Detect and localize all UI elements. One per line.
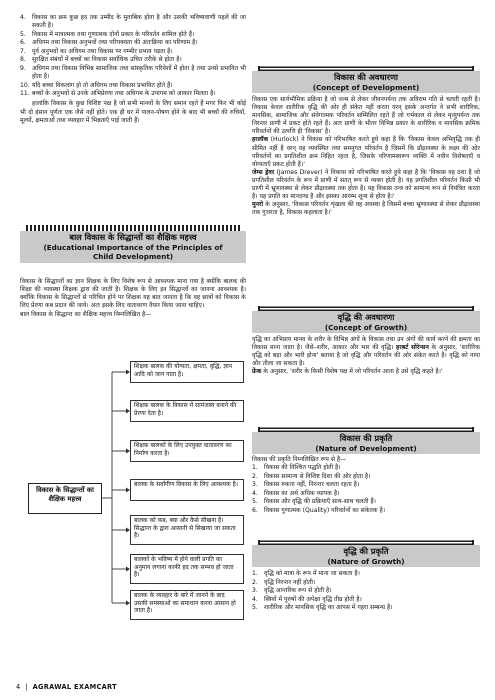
list-item-number: 9. xyxy=(20,65,26,73)
hurlock-text: (Hurlock) ने विकास को परिभाषित करते हुये कहा है कि 'विकास केवल अभिवृद्धि तक ही सीमित नहीं है वरन् यह व्यवस्थित तथा समनुगत परिवर्तन है जिसमें कि प्रौढ़ावस्था के लक्ष्य की ओर परिवर्तनों का प्रगतिशील क्रम निहित रहता है, जिसके परिणामस्वरूप व्यक्ति में नवीन विशेषताएँ व योग्यताएँ प्रकट होती हैं।' xyxy=(252,136,480,168)
list-item-number: 7. xyxy=(20,47,26,55)
section-heading xyxy=(20,231,246,263)
diagram-box-2: शिक्षक बालक के विकास में सामंजस्य बनाने की प्रेरणा देता है। xyxy=(130,400,244,422)
diagram-box-3: शिक्षक बालकों के लिए उपयुक्त वातावरण का निर्माण करता है। xyxy=(130,440,244,462)
drever-text: (James Drever) ने विकास को परिभाषित करते हुये कहा है कि 'विकास वह दशा है जो प्रगतिशील परिवर्तन के रूप में प्राणी में सतत् रूप से व्यक्त होती है। यह प्रगतिशील परिवर्तन किसी भी प्राणी में भ्रूणावस्था से लेकर प्रौढ़ावस्था तक होता है। यह विकास तन्त्र को सामान्य रूप से नियंत्रित करता है। यह प्रगति का मानदण्ड है और इसका आरम्भ शून्य से होता है।' xyxy=(252,168,481,201)
growth-text: वृद्धि का अभिप्राय मानव के शरीर के विभिन्न अंगों के विकास तथा उन अंगों की कार्य करने की क्षमता का विकास माना जाता है। जैसे–शरीर, आकार और भार की वृद्धि। xyxy=(252,336,480,352)
author-munn: मुनरो xyxy=(252,201,264,209)
diagram-box-5: बालक को कब, क्या और कैसे सीखना है। सिद्धान्त के द्वारा आसानी से सिखाया जा सकता है। xyxy=(130,515,244,545)
list-item-text: पूर्व अनुभवों का अधिगम तथा विकास पर गम्भीर प्रभाव पड़ता है। xyxy=(32,47,173,55)
list-item-number: 6. xyxy=(20,39,26,47)
munn-text: के अनुसार, 'विकास परिवर्तन शृंखला की वह अवस्था है जिसमें बच्चा भ्रूणावस्था से लेकर प्रौढ़ावस्था तक गुजरता है, विकास कहलाता है।' xyxy=(252,201,480,217)
list-item xyxy=(20,14,246,30)
list-item-number: 6. xyxy=(252,507,258,515)
frank-paragraph xyxy=(252,368,480,376)
growth-paragraph xyxy=(252,336,480,368)
list-item xyxy=(20,39,246,47)
list-item-number: 5. xyxy=(20,30,26,38)
list-item-text: वृद्धि आन्तरिक रूप से होती है। xyxy=(264,587,332,595)
sorenson-text: के अनुसार, 'शारीरिक वृद्धि को बड़ा और भारी होना' बताया है जो वृद्धि और परिवर्तन की ओर संकेत करते है। वृद्धि को नापा और तौला जा सकता है। xyxy=(252,344,481,368)
growth-nature-list xyxy=(252,570,480,612)
list-item-text: विकास और वृद्धि की प्रक्रियाएँ साथ-साथ चलती हैं। xyxy=(264,498,376,506)
list-item xyxy=(20,82,246,90)
list-item-number: 1. xyxy=(252,570,258,577)
diagram-center-box: विकास के सिद्धान्तों का शैक्षिक महत्त्व xyxy=(28,483,102,514)
heading-en: (Nature of Growth) xyxy=(327,556,405,566)
list-item xyxy=(20,56,246,64)
section-heading xyxy=(252,545,480,567)
list-item-number: 10. xyxy=(20,81,30,89)
list-item xyxy=(20,90,246,98)
page-number: 4 xyxy=(16,683,21,691)
page-footer: 4 | AGRAWAL EXAMCART xyxy=(16,683,117,691)
list-item-text: अधिगम तथा विकास विभिन्न सामाजिक तथा सांस्कृतिक परिवेशों में होता है तथा उनसे प्रभावित भी होता है। xyxy=(32,65,246,81)
list-item xyxy=(252,481,480,489)
heading-hi: विकास की अवधारणा xyxy=(333,72,399,82)
author-hurlock: हरलॉक xyxy=(252,136,269,144)
list-item xyxy=(252,579,480,587)
section-heading-en: (Educational Importance of the Principles of Child Development) xyxy=(43,242,223,261)
development-nature-list xyxy=(252,464,480,515)
list-item xyxy=(252,604,480,612)
author-frank: फ्रेंक xyxy=(252,368,262,376)
section-concept-development xyxy=(252,66,480,93)
development-paragraph: विकास एक सार्वभौमिक प्रक्रिया है जो जन्म से लेकर जीवनपर्यन्त तक अविराम गति से चलती रहती है। विकास केवल शारीरिक वृद्धि की ओर ही संकेत नहीं करता वरन् इसके अन्तर्गत वे सभी शारीरिक, मानसिक, सामाजिक और संवेगात्मक परिवर्तन सम्मिलित रहते हैं जो गर्भकाल से लेकर मृत्युपर्यन्त तक निरन्तर प्राणी में प्रकट होते रहते हैं। अतः प्राणी के भीतर विभिन्न प्रकार के शारीरिक व मानसिक क्रमिक परिवर्तनों की उत्पत्ति ही 'विकास' है। xyxy=(252,96,480,136)
list-item-number: 3. xyxy=(252,587,258,595)
list-item-text: विकास रुकता नहीं, निरन्तर चलता रहता है। xyxy=(264,481,360,489)
list-item xyxy=(252,490,480,498)
frank-text: के अनुसार, 'शरीर के किसी विशेष पक्ष में जो परिवर्तन आता है उसे वृद्धि कहते है।' xyxy=(263,368,443,376)
list-item-text: स्त्रियों में पुरुषों की अपेक्षा वृद्धि तीव्र होती है। xyxy=(264,595,362,603)
list-item-number: 3. xyxy=(252,481,258,489)
list-item-number: 1. xyxy=(252,464,258,472)
list-item-number: 4. xyxy=(252,489,258,497)
importance-diagram xyxy=(20,360,246,650)
list-item-text: वृद्धि को मात्रा के रूप में माना जा सकता है। xyxy=(264,570,360,577)
hurlock-paragraph xyxy=(252,136,480,168)
heading-hi: वृद्धि की प्रकृति xyxy=(343,546,389,556)
diagram-box-7: बालक के व्यवहार के बारे में जानने के बाद उसकी समस्याओं का समाधान करना आसान हो जाता है। xyxy=(130,590,244,620)
heading-hi: विकास की प्रकृति xyxy=(339,433,393,443)
list-item xyxy=(252,464,480,472)
list-item-number: 2. xyxy=(252,472,258,480)
section-heading xyxy=(252,311,480,333)
diagram-box-6: बालकों के भविष्य में होने वाली प्रगति का अनुमान लगाना काफी हद तक सम्भव हो जाता है। xyxy=(130,554,244,584)
brand-name: AGRAWAL EXAMCART xyxy=(32,683,117,691)
list-item-number: 5. xyxy=(252,604,258,612)
heading-hi: वृद्धि की अवधारणा xyxy=(337,312,395,322)
list-item xyxy=(252,473,480,481)
list-item-text: विकास का क्रम कुछ हद तक उम्मीद के मुताबिक होता है और उसकी भविष्यवाणी पहले की जा सकती है। xyxy=(32,14,246,30)
section-concept-growth xyxy=(252,306,480,333)
drever-paragraph xyxy=(252,169,480,201)
list-item-text: बच्चों के अनुभवों से उनके अभिप्रेरणा तथा अधिगम के उपागम को आकार मिलता है। xyxy=(32,90,216,98)
list-item xyxy=(20,48,246,56)
nature-lead: विकास की प्रकृति निम्नलिखित रूप से है— xyxy=(252,456,347,463)
list-item xyxy=(252,596,480,604)
list-item-number: 2. xyxy=(252,578,258,586)
diagram-box-4: बालक के सर्वांगीण विकास के लिए आवश्यक है। xyxy=(130,479,244,501)
section-paragraph: विकास के सिद्धान्तों का ज्ञान शिक्षक के लिए विशेष रूप से आवश्यक माना गया है क्योंकि बालक की शिक्षा की व्यवस्था शिक्षक द्वारा की जाती है। शिक्षक के लिए इन सिद्धान्तों का जानना आवश्यक है। क्योंकि विकास के सिद्धान्तों से परिचित होने पर शिक्षक यह बात जानता है कि वह छात्रों को विकास के लिए प्रेरणा कब प्रदान की जाये। अतः इसके लिए वातावरण तैयार किया जाना चाहिए। xyxy=(20,278,246,310)
section-nature-growth xyxy=(252,540,480,567)
list-item-number: 8. xyxy=(20,56,26,64)
list-item-text: सुरक्षित संबंधों में बच्चों का विकास सर्वाधिक उचित तरीके से होता है। xyxy=(32,56,182,64)
list-item-text: यदि बच्चा विकलांग हो तो अधिगम तथा विकास प्रभावित होते हैं। xyxy=(32,81,173,89)
list-item-text: शारीरिक और मानसिक वृद्धि का आपस में गहरा सम्बन्ध है। xyxy=(264,604,393,612)
heading-en: (Concept of Development) xyxy=(312,82,420,92)
section-nature-development xyxy=(252,427,480,454)
list-item xyxy=(20,31,246,39)
list-item xyxy=(252,507,480,515)
principles-list xyxy=(20,14,246,98)
list-item-text: अधिगम तथा विकास अनुभवों तथा परिपक्वता की अंतःक्रिया का परिणाम है। xyxy=(32,39,198,47)
list-item-text: विकास का अर्थ अधिक व्यापक है। xyxy=(264,489,340,497)
list-item-number: 5. xyxy=(252,498,258,506)
list-item-number: 4. xyxy=(20,14,26,21)
heading-en: (Concept of Growth) xyxy=(324,322,408,332)
munn-paragraph xyxy=(252,201,480,217)
list-item-text: विकास की निश्चित पद्धति होती है। xyxy=(264,464,341,472)
list-item-number: 11. xyxy=(20,90,30,98)
list-item-text: विकास सामान्य से विशिष्ट दिशा की ओर होता है। xyxy=(264,472,371,480)
list-item-text: वृद्धि निरन्तर नहीं होती। xyxy=(264,578,316,586)
section-lead: बाल विकास के सिद्धान्त का शैक्षिक महत्त्व निम्नलिखित है— xyxy=(20,311,152,319)
list-item xyxy=(252,570,480,578)
diagram-box-1: शिक्षक बालक की योग्यता, क्षमता, वृद्धि, ज्ञान आदि को जान पाता है। xyxy=(130,361,244,383)
list-item xyxy=(252,498,480,506)
list-item-text: विकास में मात्रात्मक तथा गुणात्मक दोनों प्रकार के परिवर्तन शामिल होते हैं। xyxy=(32,30,195,38)
section-heading-hi: बाल विकास के सिद्धान्तों का शैक्षिक महत्त्व xyxy=(69,232,197,242)
author-drever: जेम्स ड्रेवर xyxy=(252,168,275,176)
heading-en: (Nature of Development) xyxy=(315,443,417,453)
author-sorenson: हरबर्ट सोरेन्सन xyxy=(396,344,429,352)
list-item xyxy=(252,587,480,595)
list-item-text: विकास गुणात्मक (Quality) परिवर्तनों का संकेतक है। xyxy=(264,507,386,515)
list-item-number: 4. xyxy=(252,595,258,603)
section-heading xyxy=(252,71,480,93)
list-item xyxy=(20,65,246,81)
left-paragraph: हालांकि विकास के कुछ विशिष्ट पक्ष है जो सभी मानवों के लिए समान रहते हैं मगर फिर भी कोई भी दो इंसान पूर्णतः एक जैसे नहीं होते। एक ही घर में पालन-पोषण होने के बाद भी बच्चों की रुचियाँ, मूल्यों, क्षमताओं तथा व्यवहार में भिन्नताएँ पाई जाती हैं। xyxy=(20,100,246,124)
section-educational-importance xyxy=(20,225,246,263)
section-heading xyxy=(252,432,480,454)
